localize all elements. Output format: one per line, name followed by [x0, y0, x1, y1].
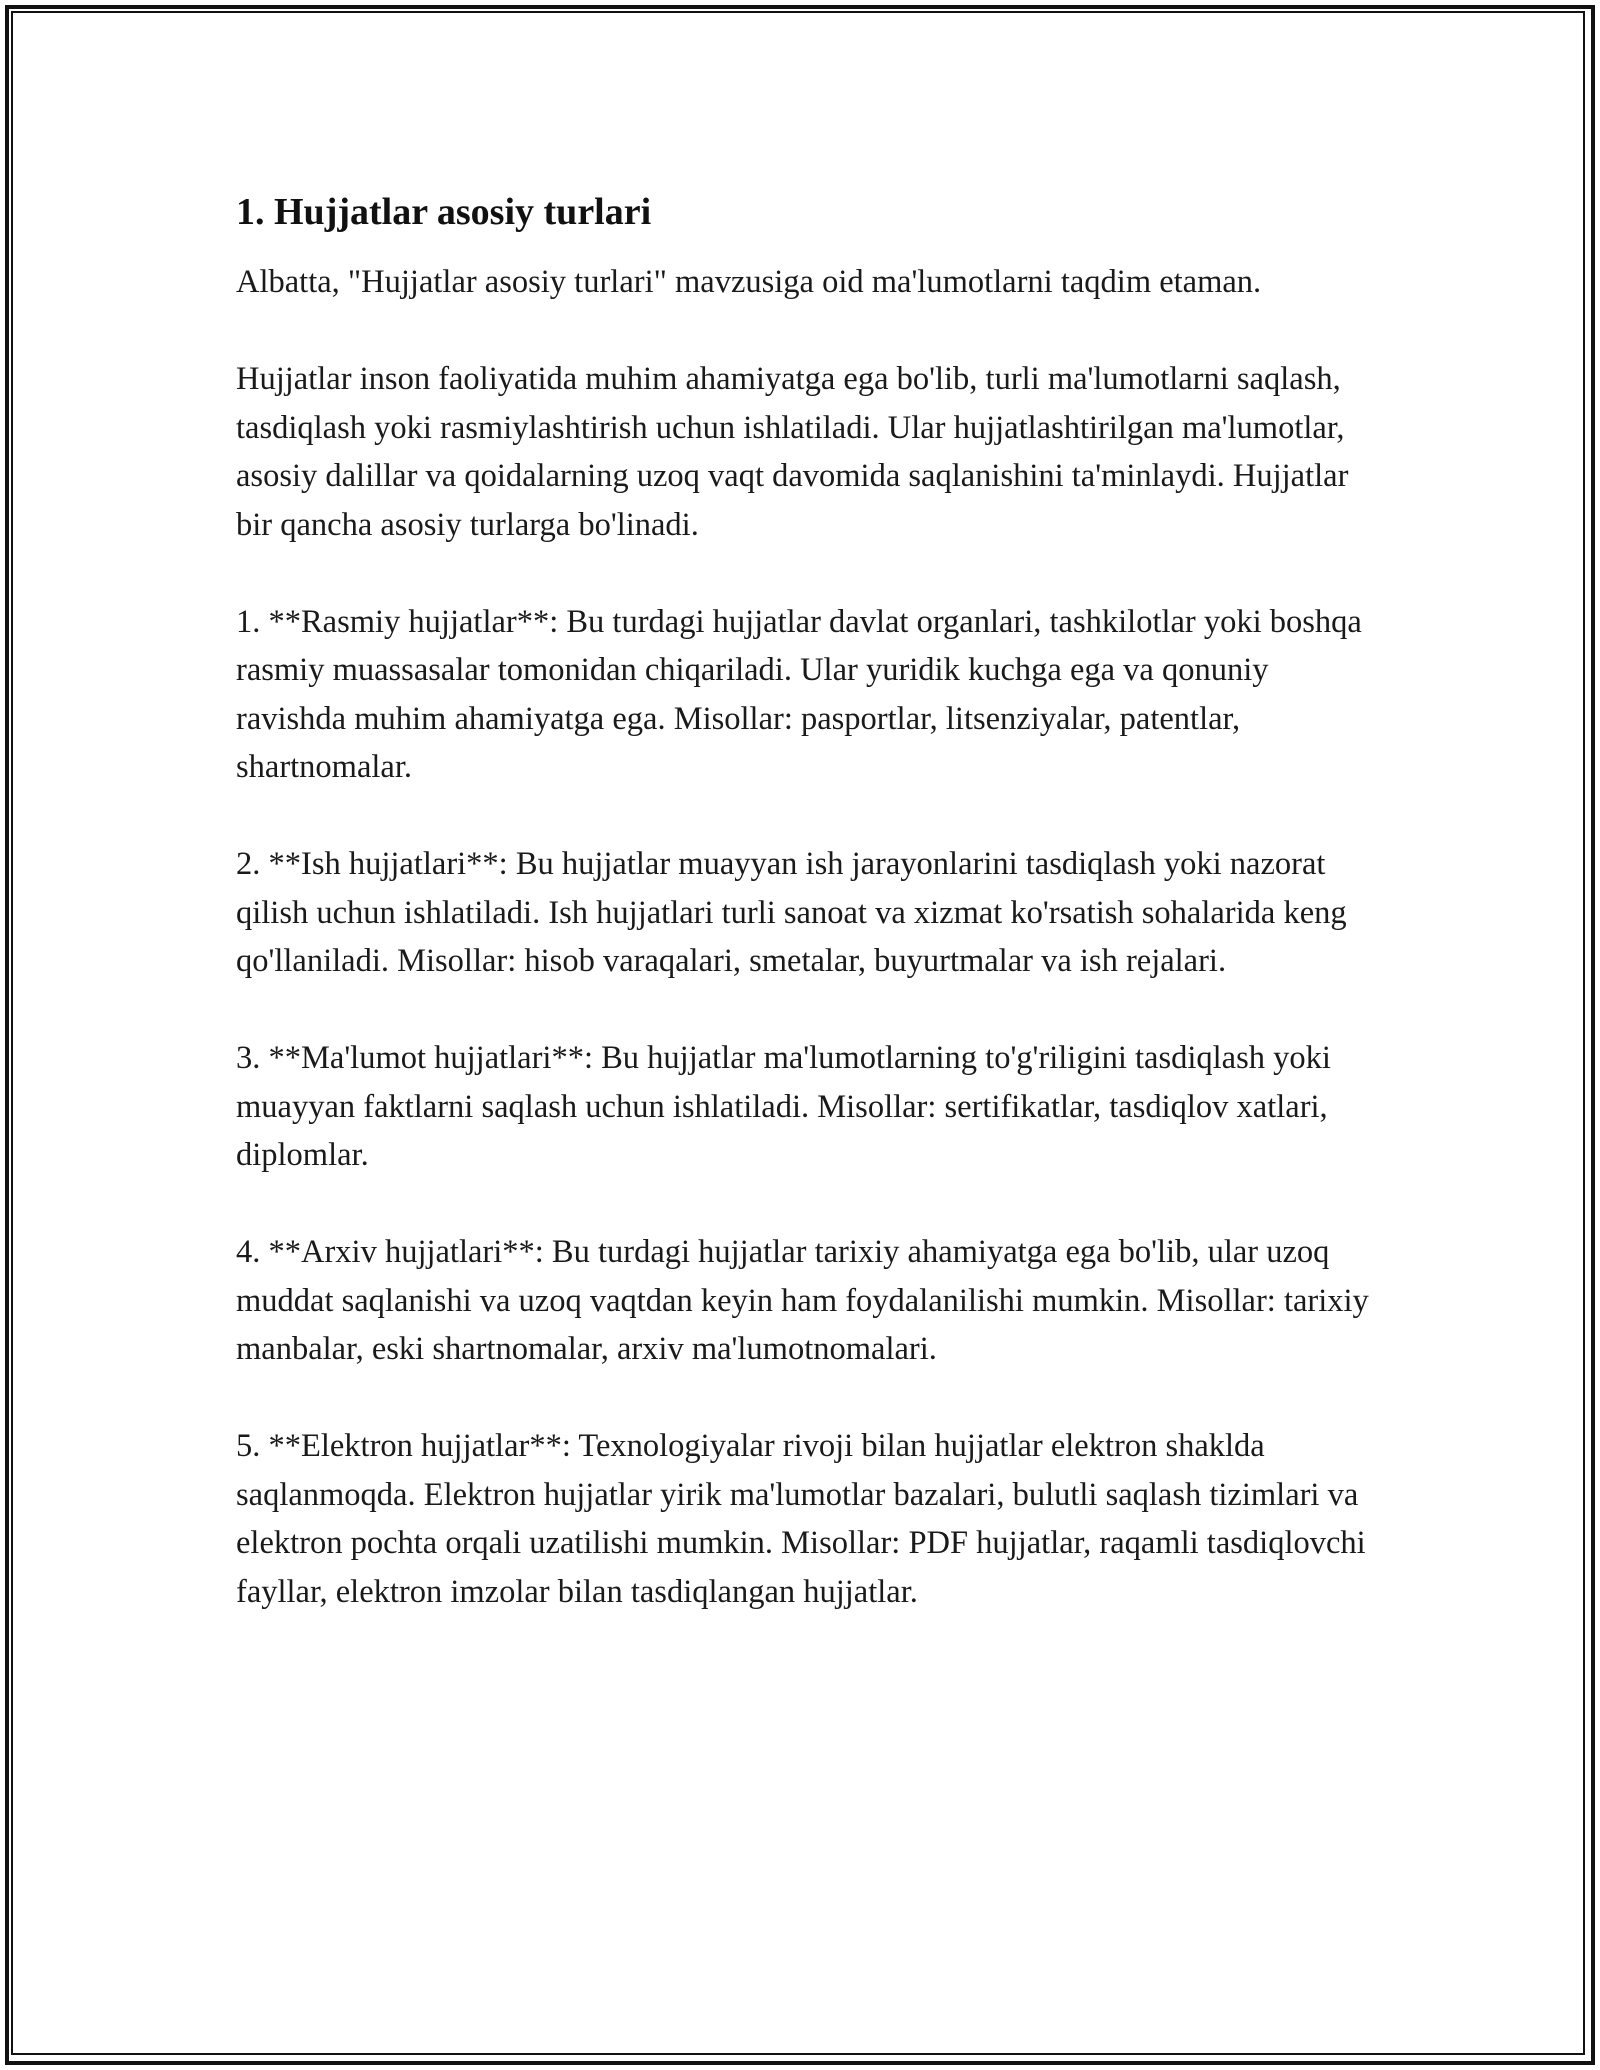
- overview-paragraph: Hujjatlar inson faoliyatida muhim ahamiyatga ega bo'lib, turli ma'lumotlarni saqlash, tasdiqlash yoki rasmiylashtirish uchun ishlatiladi. Ular hujjatlashtirilgan ma'lumotlar, asosiy dalillar va qoidalarning uzoq vaqt davomida saqlanishini ta'minlaydi. Hujjatlar bir qancha asosiy turlarga bo'linadi.: [236, 361, 1349, 543]
- list-item-information-documents: 3. **Ma'lumot hujjatlari**: Bu hujjatlar ma'lumotlarning to'g'riligini tasdiqlash yoki muayyan faktlarni saqlash uchun ishlatiladi. Misollar: sertifikatlar, tasdiqlov xatlari, diplomlar.: [236, 1040, 1331, 1173]
- list-item-electronic-documents: 5. **Elektron hujjatlar**: Texnologiyalar rivoji bilan hujjatlar elektron shaklda saqlanmoqda. Elektron hujjatlar yirik ma'lumotlar bazalari, bulutli saqlash tizimlari va elektron pochta orqali uzatilishi mumkin. Misollar: PDF hujjatlar, raqamli tasdiqlovchi fayllar, elektron imzolar bilan tasdiqlangan hujjatlar.: [236, 1428, 1366, 1610]
- list-item-official-documents: 1. **Rasmiy hujjatlar**: Bu turdagi hujjatlar davlat organlari, tashkilotlar yoki boshqa rasmiy muassasalar tomonidan chiqariladi. Ular yuridik kuchga ega va qonuniy ravishda muhim ahamiyatga ega. Misollar: pasportlar, litsenziyalar, patentlar, shartnomalar.: [236, 603, 1362, 785]
- document-body: [236, 188, 1376, 1665]
- document-title: 1. Hujjatlar asosiy turlari: [236, 191, 652, 233]
- intro-paragraph: Albatta, "Hujjatlar asosiy turlari" mavzusiga oid ma'lumotlarni taqdim etaman.: [236, 264, 1262, 300]
- list-item-archive-documents: 4. **Arxiv hujjatlari**: Bu turdagi hujjatlar tarixiy ahamiyatga ega bo'lib, ular uzoq muddat saqlanishi va uzoq vaqtdan keyin ham foydalanilishi mumkin. Misollar: tarixiy manbalar, eski shartnomalar, arxiv ma'lumotnomalari.: [236, 1234, 1369, 1367]
- list-item-work-documents: 2. **Ish hujjatlari**: Bu hujjatlar muayyan ish jarayonlarini tasdiqlash yoki nazorat qilish uchun ishlatiladi. Ish hujjatlari turli sanoat va xizmat ko'rsatish sohalarida keng qo'llaniladi. Misollar: hisob varaqalari, smetalar, buyurtmalar va ish rejalari.: [236, 846, 1347, 979]
